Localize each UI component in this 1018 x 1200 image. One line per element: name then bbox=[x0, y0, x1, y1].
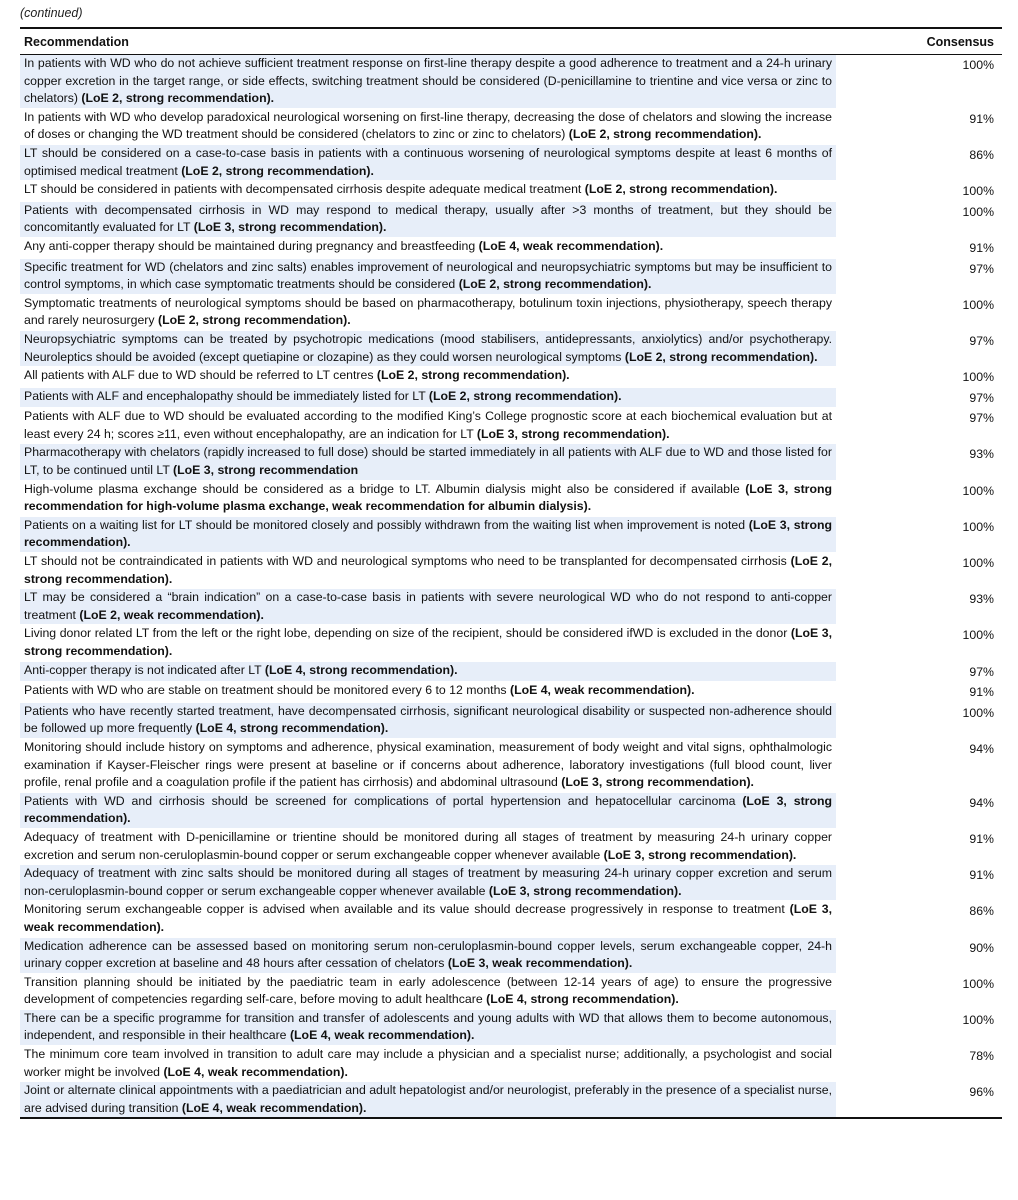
recommendation-cell bbox=[20, 480, 836, 516]
recommendation-text: LT should not be contraindicated in patients with WD and neurological symptoms who need to be transplanted for decompensated cirrhosis bbox=[24, 554, 791, 569]
table-row bbox=[20, 1009, 1002, 1045]
recommendation-cell bbox=[20, 1009, 836, 1045]
consensus-cell: 97% bbox=[969, 411, 994, 426]
table-row bbox=[20, 828, 1002, 864]
consensus-cell: 86% bbox=[969, 904, 994, 919]
consensus-cell: 97% bbox=[969, 261, 994, 276]
table-row bbox=[20, 480, 1002, 516]
recommendation-cell bbox=[20, 792, 836, 828]
recommendation-text: Transition planning should be initiated by the paediatric team in early adolescence (between 12-14 years of age) to ensure the progressive development of competencies regarding self-care, before moving to adult healthcare bbox=[24, 974, 832, 1007]
table-row bbox=[20, 661, 1002, 682]
table-row bbox=[20, 237, 1002, 258]
recommendation-text: Specific treatment for WD (chelators and zinc salts) enables improvement of neurological and neuropsychiatric symptoms but may be insufficient to control symptoms, in which case symptomatic treatments should be considered bbox=[24, 259, 832, 292]
level-of-evidence: (LoE 2, strong recommendation). bbox=[24, 554, 832, 586]
recommendations-table bbox=[20, 27, 1002, 1119]
level-of-evidence: (LoE 4, weak recommendation). bbox=[181, 1100, 367, 1115]
recommendation-cell bbox=[20, 444, 836, 480]
consensus-cell: 100% bbox=[962, 370, 994, 385]
consensus-cell: 94% bbox=[969, 795, 994, 810]
table-row bbox=[20, 108, 1002, 144]
recommendation-text: LT may be considered a “brain indication” on a case-to-case basis in patients with severe neurological WD who do not respond to anti-copper treatment bbox=[24, 590, 832, 622]
table-row bbox=[20, 702, 1002, 738]
table-row bbox=[20, 516, 1002, 552]
table-row bbox=[20, 55, 1002, 109]
consensus-cell: 100% bbox=[962, 556, 994, 571]
level-of-evidence: (LoE 3, strong recommendation). bbox=[603, 847, 797, 862]
level-of-evidence: (LoE 3, weak recommendation). bbox=[24, 902, 832, 934]
recommendation-text: Neuropsychiatric symptoms can be treated by psychotropic medications (mood stabilisers, antidepressants, anxiolytics) and/or psychotherapy. Neuroleptics should be avoided (except quetiapine or clozapine) as they could worsen neurological symptoms bbox=[24, 331, 832, 364]
consensus-cell: 96% bbox=[969, 1085, 994, 1100]
table-row bbox=[20, 625, 1002, 661]
recommendation-text: There can be a specific programme for transition and transfer of adolescents and young adults with WD that allows them to become autonomous, independent, and responsible in their healthcare bbox=[24, 1010, 832, 1043]
level-of-evidence: (LoE 4, weak recommendation). bbox=[163, 1064, 348, 1079]
level-of-evidence: (LoE 3, strong recommendation). bbox=[561, 775, 754, 790]
consensus-cell: 91% bbox=[969, 111, 994, 126]
table-row bbox=[20, 1082, 1002, 1119]
level-of-evidence: (LoE 2, strong recommendation). bbox=[428, 388, 622, 403]
recommendation-cell bbox=[20, 865, 836, 901]
table-row bbox=[20, 901, 1002, 937]
level-of-evidence: (LoE 2, strong recommendation). bbox=[376, 368, 570, 383]
recommendation-cell bbox=[20, 294, 836, 330]
consensus-header: Consensus bbox=[926, 34, 994, 49]
consensus-cell: 100% bbox=[962, 58, 994, 72]
consensus-cell: 91% bbox=[969, 868, 994, 883]
level-of-evidence: (LoE 2, strong recommendation). bbox=[81, 91, 275, 106]
consensus-cell: 100% bbox=[962, 297, 994, 312]
recommendation-cell bbox=[20, 937, 836, 973]
table-row bbox=[20, 387, 1002, 408]
consensus-cell: 100% bbox=[962, 1012, 994, 1027]
table-header-row bbox=[20, 28, 1002, 55]
table-row bbox=[20, 937, 1002, 973]
level-of-evidence: (LoE 2, strong recommendation). bbox=[568, 127, 762, 142]
recommendation-cell bbox=[20, 144, 836, 180]
level-of-evidence: (LoE 2, strong recommendation). bbox=[157, 313, 351, 328]
recommendation-cell bbox=[20, 625, 836, 661]
recommendation-text: Monitoring should include history on symptoms and adherence, physical examination, measurement of body weight and vital signs, ophthalmologic examination if Kayser-Fleischer rings were present at baseline or if concerns about adherence, laboratory investigations (full blood count, liver profile, renal profile and a coagulation profile if the patient has cirrhosis) and abdominal ultrasound bbox=[24, 739, 832, 790]
consensus-cell: 78% bbox=[969, 1049, 994, 1064]
recommendation-cell bbox=[20, 1046, 836, 1082]
recommendation-cell bbox=[20, 682, 836, 703]
level-of-evidence: (LoE 3, strong recommendation). bbox=[488, 883, 682, 898]
recommendation-cell bbox=[20, 516, 836, 552]
table-row bbox=[20, 144, 1002, 180]
level-of-evidence: (LoE 4, strong recommendation). bbox=[486, 992, 679, 1007]
level-of-evidence: (LoE 3, strong recommendation). bbox=[24, 793, 832, 826]
level-of-evidence: (LoE 2, weak recommendation). bbox=[79, 607, 264, 622]
level-of-evidence: (LoE 3, strong recommendation for high-volume plasma exchange, weak recommendation for albumin dialysis). bbox=[24, 481, 832, 514]
recommendation-text: Adequacy of treatment with D-penicillamine or trientine should be monitored during all stages of treatment by measuring 24-h urinary copper excretion and serum non-ceruloplasmin-bound copper or serum exchangeable copper whenever available bbox=[24, 829, 832, 862]
recommendation-cell bbox=[20, 661, 836, 682]
table-row bbox=[20, 444, 1002, 480]
consensus-cell: 100% bbox=[962, 628, 994, 643]
recommendation-text: Symptomatic treatments of neurological symptoms should be based on pharmacotherapy, botulinum toxin injections, physiotherapy, speech therapy and rarely neurosurgery bbox=[24, 295, 832, 328]
table-row bbox=[20, 367, 1002, 388]
recommendation-cell bbox=[20, 408, 836, 444]
recommendation-text: Patients with ALF due to WD should be evaluated according to the modified King’s College prognostic score at each biochemical evaluation but at least every 24 h; scores ≥11, even without encephalopathy, are an indication for LT bbox=[24, 409, 832, 441]
recommendation-text: Adequacy of treatment with zinc salts should be monitored during all stages of treatment by measuring 24-h urinary copper excretion and serum non-ceruloplasmin-bound copper or serum exchangeable copper whenever available bbox=[24, 866, 832, 898]
level-of-evidence: (LoE 3, strong recommendation). bbox=[24, 517, 832, 550]
recommendation-cell bbox=[20, 1082, 836, 1119]
recommendation-cell bbox=[20, 367, 836, 388]
table-row bbox=[20, 792, 1002, 828]
recommendation-cell bbox=[20, 258, 836, 294]
recommendation-text: In patients with WD who develop paradoxical neurological worsening on first-line therapy, decreasing the dose of chelators and slowing the increase of doses or changing the WD treatment should be considered (chelators to zinc or zinc to chelators) bbox=[24, 109, 832, 142]
recommendation-text: Patients on a waiting list for LT should be monitored closely and possibly withdrawn from the waiting list when improvement is noted bbox=[24, 517, 749, 532]
table-row bbox=[20, 1046, 1002, 1082]
consensus-cell: 91% bbox=[969, 831, 994, 846]
recommendation-cell bbox=[20, 108, 836, 144]
recommendation-cell bbox=[20, 387, 836, 408]
recommendation-text: Patients with WD and cirrhosis should be screened for complications of portal hypertension and hepatocellular carcinoma bbox=[24, 793, 743, 808]
table-row bbox=[20, 201, 1002, 237]
recommendation-cell bbox=[20, 738, 836, 792]
level-of-evidence: (LoE 4, weak recommendation). bbox=[289, 1028, 475, 1043]
table-row bbox=[20, 294, 1002, 330]
recommendation-text: Monitoring serum exchangeable copper is advised when available and its value should decrease progressively in response to treatment bbox=[24, 902, 790, 917]
consensus-cell: 91% bbox=[969, 685, 994, 700]
recommendation-cell bbox=[20, 237, 836, 258]
recommendation-text: LT should be considered in patients with decompensated cirrhosis despite adequate medical treatment bbox=[24, 182, 585, 197]
recommendation-text: Patients with WD who are stable on treatment should be monitored every 6 to 12 months bbox=[24, 683, 510, 698]
consensus-cell: 97% bbox=[969, 333, 994, 348]
recommendation-cell bbox=[20, 973, 836, 1009]
recommendation-text: Any anti-copper therapy should be maintained during pregnancy and breastfeeding bbox=[24, 238, 479, 253]
level-of-evidence: (LoE 4, weak recommendation). bbox=[509, 683, 695, 698]
consensus-cell: 100% bbox=[962, 184, 994, 199]
recommendation-text: Medication adherence can be assessed based on monitoring serum non-ceruloplasmin-bound copper levels, serum exchangeable copper, 24-h urinary copper excretion at baseline and 48 hours after cessation of chelators bbox=[24, 938, 832, 971]
level-of-evidence: (LoE 3, strong recommendation bbox=[173, 463, 359, 478]
table-row bbox=[20, 738, 1002, 792]
recommendation-text: The minimum core team involved in transition to adult care may include a physician and a specialist nurse; additionally, a psychologist and social worker might be involved bbox=[24, 1047, 832, 1079]
recommendation-text: Living donor related LT from the left or the right lobe, depending on size of the recipient, should be considered ifWD is excluded in the donor bbox=[24, 626, 791, 641]
level-of-evidence: (LoE 4, weak recommendation). bbox=[478, 238, 664, 253]
recommendation-cell bbox=[20, 589, 836, 625]
level-of-evidence: (LoE 2, strong recommendation). bbox=[458, 277, 652, 292]
recommendation-cell bbox=[20, 901, 836, 937]
recommendation-header: Recommendation bbox=[24, 34, 129, 49]
table-row bbox=[20, 589, 1002, 625]
recommendation-text: Joint or alternate clinical appointments with a paediatrician and adult hepatologist and/or neurologist, preferably in the presence of a specialist nurse, are advised during transition bbox=[24, 1083, 832, 1115]
level-of-evidence: (LoE 2, strong recommendation). bbox=[181, 163, 374, 178]
recommendation-text: Patients with ALF and encephalopathy should be immediately listed for LT bbox=[24, 388, 429, 403]
level-of-evidence: (LoE 3, strong recommendation). bbox=[193, 220, 387, 235]
consensus-cell: 100% bbox=[962, 705, 994, 720]
recommendation-cell bbox=[20, 553, 836, 589]
consensus-cell: 97% bbox=[969, 664, 994, 679]
level-of-evidence: (LoE 4, strong recommendation). bbox=[264, 662, 458, 677]
level-of-evidence: (LoE 2, strong recommendation). bbox=[624, 349, 818, 364]
recommendation-text: Pharmacotherapy with chelators (rapidly increased to full dose) should be started immediately in all patients with ALF due to WD and those listed for LT, to be continued until LT bbox=[24, 445, 832, 478]
table-row bbox=[20, 408, 1002, 444]
table-row bbox=[20, 330, 1002, 366]
consensus-cell: 93% bbox=[969, 447, 994, 462]
consensus-cell: 97% bbox=[969, 390, 994, 405]
table-row bbox=[20, 865, 1002, 901]
consensus-cell: 100% bbox=[962, 483, 994, 498]
table-row bbox=[20, 973, 1002, 1009]
continued-label: (continued) bbox=[20, 6, 83, 20]
recommendation-cell bbox=[20, 702, 836, 738]
recommendation-cell bbox=[20, 55, 836, 109]
recommendation-text: Patients who have recently started treatment, have decompensated cirrhosis, significant neurological disability or suspected non-adherence should be followed up more frequently bbox=[24, 703, 832, 736]
consensus-cell: 100% bbox=[962, 976, 994, 991]
recommendation-text: Anti-copper therapy is not indicated after LT bbox=[24, 662, 265, 677]
table-row bbox=[20, 553, 1002, 589]
consensus-cell: 100% bbox=[962, 519, 994, 534]
consensus-cell: 94% bbox=[969, 741, 994, 756]
level-of-evidence: (LoE 4, strong recommendation). bbox=[195, 721, 389, 736]
level-of-evidence: (LoE 2, strong recommendation). bbox=[584, 182, 778, 197]
consensus-cell: 91% bbox=[969, 240, 994, 255]
consensus-cell: 90% bbox=[969, 940, 994, 955]
recommendation-cell bbox=[20, 201, 836, 237]
consensus-cell: 93% bbox=[969, 592, 994, 607]
table-row bbox=[20, 682, 1002, 703]
recommendation-text: High-volume plasma exchange should be considered as a bridge to LT. Albumin dialysis might also be considered if available bbox=[24, 481, 746, 496]
level-of-evidence: (LoE 3, strong recommendation). bbox=[24, 626, 832, 658]
consensus-cell: 100% bbox=[962, 204, 994, 219]
recommendation-cell bbox=[20, 330, 836, 366]
recommendation-cell bbox=[20, 181, 836, 202]
level-of-evidence: (LoE 3, strong recommendation). bbox=[476, 426, 670, 441]
table-row bbox=[20, 258, 1002, 294]
recommendation-text: LT should be considered on a case-to-case basis in patients with a continuous worsening of neurological symptoms despite at least 6 months of optimised medical treatment bbox=[24, 145, 832, 178]
recommendation-text: All patients with ALF due to WD should be referred to LT centres bbox=[24, 368, 377, 383]
consensus-cell: 86% bbox=[969, 147, 994, 162]
level-of-evidence: (LoE 3, weak recommendation). bbox=[447, 956, 633, 971]
recommendation-text: Patients with decompensated cirrhosis in WD may respond to medical therapy, usually after >3 months of treatment, but they should be concomitantly evaluated for LT bbox=[24, 202, 832, 235]
recommendation-text: In patients with WD who do not achieve sufficient treatment response on first-line therapy despite a good adherence to treatment and a 24-h urinary copper excretion in the target range, or side effects, switching treatment should be considered (D-penicillamine to trientine and vice versa or zinc to chelators) bbox=[24, 56, 832, 106]
table-row bbox=[20, 181, 1002, 202]
recommendation-cell bbox=[20, 828, 836, 864]
